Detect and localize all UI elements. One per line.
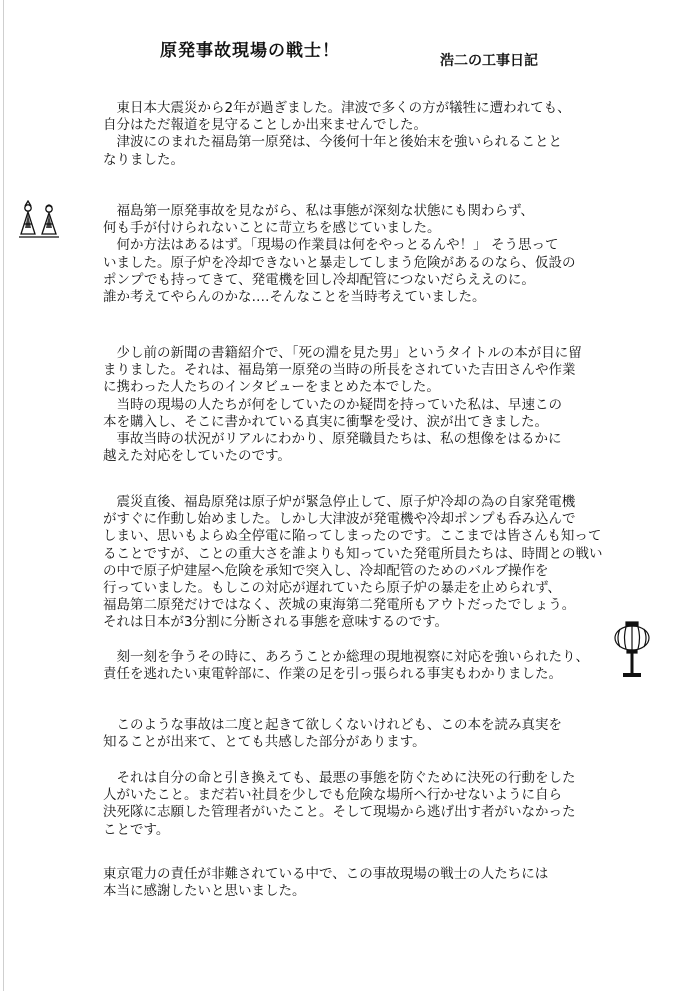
text-line: 自分はただ報道を見守ることしか出来ませんでした。 [103,117,427,134]
text-line: 震災直後、福島原発は原子炉が緊急停止して、原子炉冷却の為の自家発電機 [103,494,576,510]
text-line: に携わった人たちのインタビューをまとめた本でした。 [103,379,440,396]
text-line: がすぐに作動し始めました。しかし大津波が発電機や冷却ポンプも呑み込んで [103,511,576,528]
text-line: 本を購入し、そこに書かれている真実に衝撃を受け、涙が出てきました。 [103,413,548,430]
text-line: このような事故は二度と起きて欲しくないけれども、この本を読み真実を [103,717,562,733]
text-line: それは自分の命と引き換えても、最悪の事態を防ぐために決死の行動をした [103,770,576,786]
paragraph-1 [103,100,603,169]
text-line: 越えた対応をしていたのです。 [103,448,291,465]
page-title: 原発事故現場の戦士！ [160,41,340,61]
paragraph-6 [103,717,603,751]
text-line: 行っていました。もしこの対応が遅れていたら原子炉の暴走を止められず、 [103,580,561,597]
text-line: 知ることが出来て、とても共感した部分があります。 [103,734,426,751]
text-line: しまい、思いもよらぬ全停電に陥ってしまったのです。ここまでは皆さんも知って [103,528,602,545]
text-line: 東京電力の責任が非難されている中で、この事故現場の戦士の人たちには [103,866,549,882]
text-line: 責任を逃れたい東電幹部に、作業の足を引っ張られる事実もわかりました。 [103,666,562,683]
text-line: それは日本が3分割に分断される事態を意味するのです。 [103,614,449,631]
text-line: 本当に感謝したいと思いました。 [103,883,306,900]
text-line: いました。原子炉を冷却できないと暴走してしまう危険があるのなら、仮設の [103,254,576,271]
text-line: 東日本大震災から2年が過ぎました。津波で多くの方が犠牲に遭われても、 [103,100,571,116]
text-line: 少し前の新聞の書籍紹介で、「死の淵を見た男」というタイトルの本が目に留 [103,345,582,361]
text-line: 刻一刻を争うその時に、あろうことか総理の現地視察に対応を強いられたり、 [103,649,589,665]
paragraph-8 [103,866,603,900]
paragraph-5 [103,649,603,683]
text-line: ポンプでも持ってきて、発電機を回し冷却配管につないだらええのに。 [103,271,535,288]
text-line: 当時の現場の人たちが何をしていたのか疑問を持っていた私は、早速この [103,396,562,413]
text-line: 福島第二原発だけではなく、茨城の東海第二発電所もアウトだったでしょう。 [103,597,576,614]
text-line: 福島第一原発事故を見ながら、私は事態が深刻な状態にも関わらず、 [103,203,534,219]
text-line: の中で原子炉建屋へ危険を承知で突入し、冷却配管のためのバルブ操作を [103,562,549,579]
text-line: ことです。 [103,821,170,838]
text-line: 誰か考えてやらんのかな‥‥そんなことを当時考えていました。 [103,289,486,306]
paragraph-3 [103,345,603,465]
paper-lantern-icon [612,620,652,680]
text-line: 人がいたこと。まだ若い社員を少しでも危険な場所へ行かせないように自ら [103,787,562,804]
text-line: ることですが、ことの重大さを誰よりも知っていた発電所員たちは、時間との戦い [103,545,603,562]
text-line: 事故当時の状況がリアルにわかり、原発職員たちは、私の想像をはるかに [103,431,562,448]
hina-dolls-icon [18,200,60,242]
paragraph-2 [103,203,603,306]
paragraph-4 [103,494,603,632]
text-line: まりました。それは、福島第一原発の当時の所長をされていた吉田さんや作業 [103,362,576,379]
text-line: 津波にのまれた福島第一原発は、今後何十年と後始末を強いられることと [103,134,562,151]
scan-edge-line [3,0,4,991]
diary-subtitle: 浩二の工事日記 [440,53,538,69]
text-line: 何も手が付けられないことに苛立ちを感じていました。 [103,220,441,237]
paragraph-7 [103,770,603,839]
text-line: 何か方法はあるはず。「現場の作業員は何をやっとるんや！」 そう思って [103,237,559,254]
text-line: 決死隊に志願した管理者がいたこと。そして現場から逃げ出す者がいなかった [103,804,576,821]
text-line: なりました。 [103,151,184,168]
